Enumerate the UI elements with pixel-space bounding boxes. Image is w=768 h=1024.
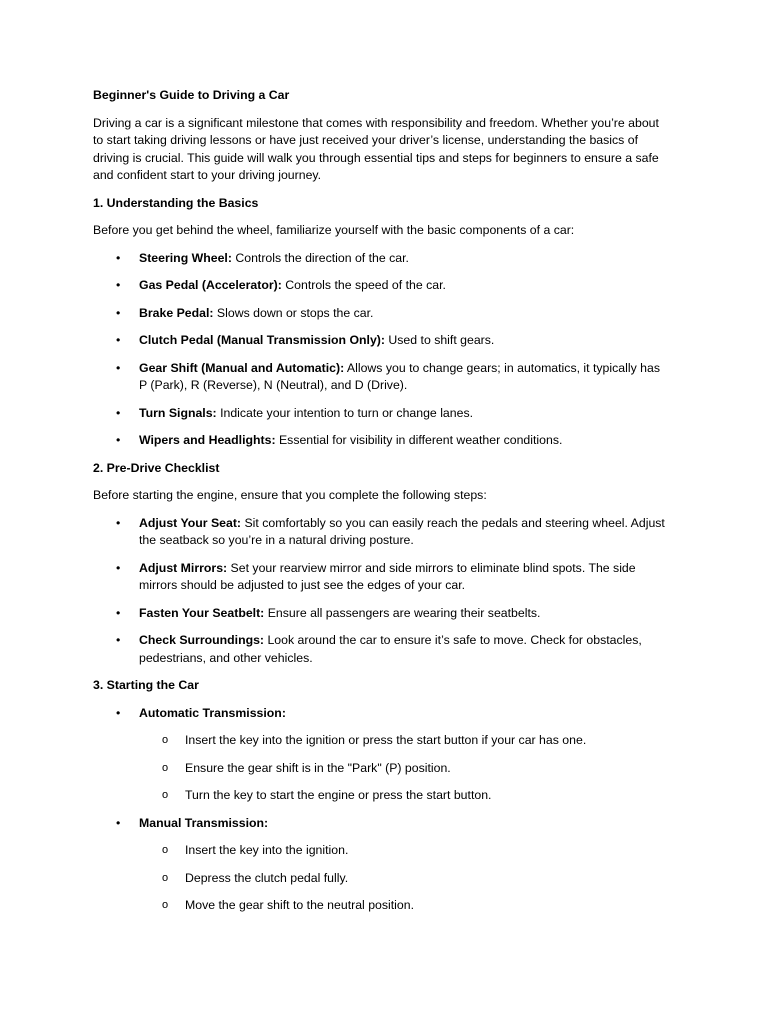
bullet-icon: •: [116, 250, 121, 265]
list-item: [93, 405, 668, 423]
list-item-term: Gas Pedal (Accelerator):: [139, 278, 282, 292]
list-item: [93, 305, 668, 323]
list-item-text: Slows down or stops the car.: [213, 305, 374, 320]
list-item-term: Manual Transmission:: [139, 815, 269, 830]
sub-list-item-text: Ensure the gear shift is in the "Park" (P) position.: [185, 760, 451, 775]
circle-bullet-icon: o: [162, 789, 169, 801]
circle-bullet-icon: o: [162, 871, 169, 884]
section-1-intro: Before you get behind the wheel, familiarize yourself with the basic components of a car:: [93, 223, 575, 237]
list-item: [93, 277, 668, 295]
list-item-automatic: [93, 705, 668, 805]
sub-list-item-text: Turn the key to start the engine or press the start button.: [185, 788, 492, 802]
sub-list-item: [139, 870, 668, 888]
list-item-manual: [93, 815, 668, 915]
list-item-text: Look around the car to ensure it’s safe to move. Check for obstacles, pedestrians, and other vehicles.: [139, 633, 642, 665]
list-item-text: Used to shift gears.: [384, 333, 495, 347]
section-2-heading: 2. Pre-Drive Checklist: [93, 460, 220, 475]
bullet-icon: •: [116, 705, 121, 720]
sub-list-item-text: Insert the key into the ignition or press the start button if your car has one.: [185, 733, 587, 747]
list-item-text: Indicate your intention to turn or change lanes.: [216, 405, 474, 420]
list-item: [93, 515, 668, 550]
section-2-list: [93, 515, 668, 668]
list-item-term: Steering Wheel:: [139, 250, 232, 265]
bullet-icon: •: [116, 405, 121, 420]
sub-list-item: [139, 732, 668, 750]
list-item-text: Set your rearview mirror and side mirrors to eliminate blind spots. The side mirrors should be adjusted to just see the edges of your car.: [139, 560, 636, 592]
list-item-term: Check Surroundings:: [139, 633, 265, 647]
list-item-term: Fasten Your Seatbelt:: [139, 605, 265, 620]
bullet-icon: •: [116, 360, 121, 375]
list-item-term: Brake Pedal:: [139, 305, 214, 320]
list-item-term: Gear Shift (Manual and Automatic):: [139, 360, 345, 375]
circle-bullet-icon: o: [162, 844, 169, 856]
list-item: [93, 250, 668, 268]
circle-bullet-icon: o: [162, 734, 169, 746]
sub-list-item: [139, 787, 668, 805]
list-item-term: Wipers and Headlights:: [139, 433, 276, 447]
list-item-term: Automatic Transmission:: [139, 705, 286, 720]
list-item-term: Turn Signals:: [139, 405, 217, 420]
list-item-text: Allows you to change gears; in automatics, it typically has P (Park), R (Reverse), N (Neutral), and D (Drive).: [139, 360, 660, 392]
list-item-term: Adjust Mirrors:: [139, 560, 228, 575]
bullet-icon: •: [116, 433, 121, 447]
bullet-icon: •: [116, 333, 121, 347]
list-item-text: Controls the speed of the car.: [281, 278, 446, 292]
sub-list-item: [139, 897, 668, 915]
sub-list-item-text: Move the gear shift to the neutral position.: [185, 898, 414, 912]
list-item: [93, 432, 668, 450]
list-item-text: Ensure all passengers are wearing their seatbelts.: [264, 605, 541, 620]
bullet-icon: •: [116, 515, 121, 530]
list-item: [93, 560, 668, 595]
list-item-term: Clutch Pedal (Manual Transmission Only):: [139, 333, 385, 347]
section-3-list: [93, 705, 668, 915]
circle-bullet-icon: o: [162, 899, 169, 911]
list-item: [93, 605, 668, 623]
sub-list-item: [139, 842, 668, 860]
bullet-icon: •: [116, 815, 121, 830]
bullet-icon: •: [116, 605, 121, 620]
sub-list-item-text: Insert the key into the ignition.: [185, 843, 349, 857]
manual-steps: [139, 842, 668, 915]
list-item: [93, 360, 668, 395]
list-item-text: Sit comfortably so you can easily reach the pedals and steering wheel. Adjust the seatback so you’re in a natural driving posture.: [139, 515, 665, 547]
section-2-intro: Before starting the engine, ensure that you complete the following steps:: [93, 488, 487, 502]
bullet-icon: •: [116, 560, 121, 575]
automatic-steps: [139, 732, 668, 805]
bullet-icon: •: [116, 633, 121, 647]
section-1-heading: 1. Understanding the Basics: [93, 195, 259, 210]
sub-list-item: [139, 760, 668, 778]
list-item: [93, 632, 668, 667]
section-1-list: [93, 250, 668, 450]
section-3-heading: 3. Starting the Car: [93, 678, 199, 692]
sub-list-item-text: Depress the clutch pedal fully.: [185, 870, 349, 885]
intro-paragraph: Driving a car is a significant milestone that comes with responsibility and freedom. Whether you’re about to start taking driving lessons or have just received your driver’s license, understanding the basics of driving is crucial. This guide will walk you through essential tips and steps for beginners to ensure a safe and confident start to your driving journey.: [93, 115, 659, 182]
circle-bullet-icon: o: [162, 761, 169, 774]
document-body: [93, 87, 668, 925]
list-item-text: Controls the direction of the car.: [231, 250, 409, 265]
document-title: Beginner's Guide to Driving a Car: [93, 88, 290, 102]
bullet-icon: •: [116, 305, 121, 320]
list-item-text: Essential for visibility in different weather conditions.: [275, 433, 563, 447]
bullet-icon: •: [116, 278, 121, 292]
list-item-term: Adjust Your Seat:: [139, 515, 242, 530]
list-item: [93, 332, 668, 350]
